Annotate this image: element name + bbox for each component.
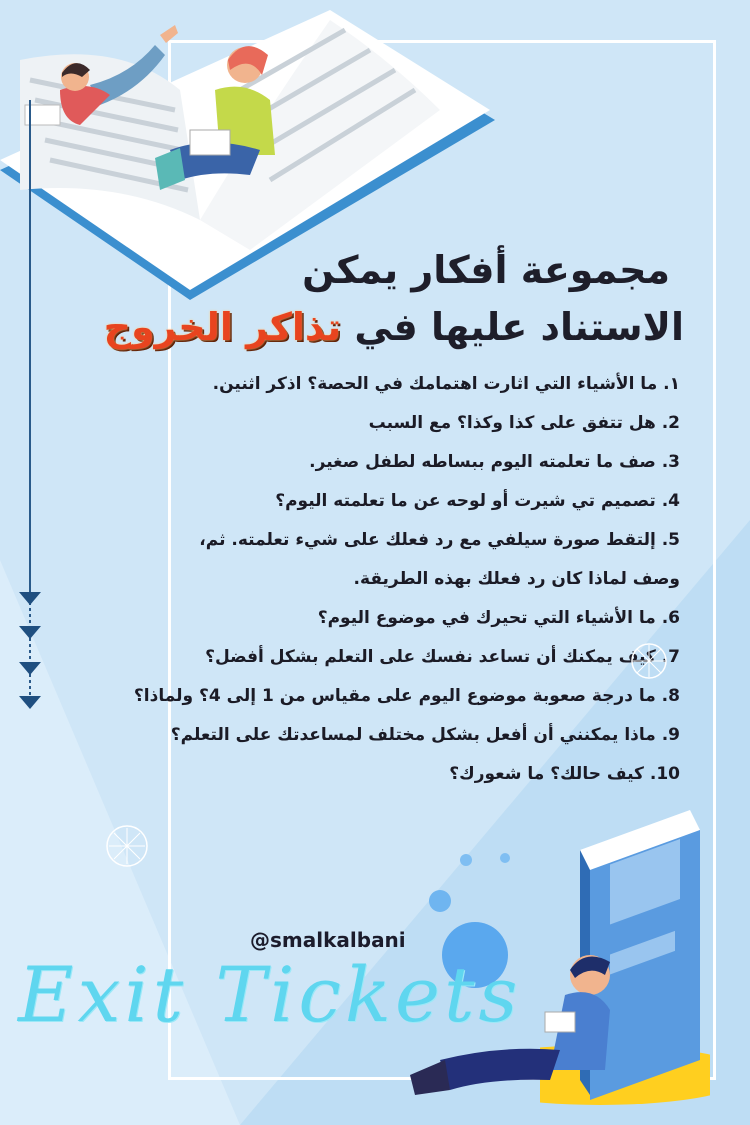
sparkle-ball-icon	[628, 640, 670, 682]
page-title-line1: مجموعة أفكار يمكن	[302, 248, 670, 292]
question-item: وصف لماذا كان رد فعلك بهذه الطريقة.	[353, 569, 680, 589]
question-item: 2. هل تتفق على كذا وكذا؟ مع السبب	[368, 413, 680, 433]
author-handle: @smalkalbani	[250, 928, 406, 952]
footer-title: Exit Tickets	[18, 950, 522, 1039]
questions-list	[80, 365, 680, 794]
question-item: 4. تصميم تي شيرت أو لوحه عن ما تعلمته اليوم؟	[275, 491, 680, 511]
question-item: 3. صف ما تعلمته اليوم ببساطه لطفل صغير.	[309, 452, 680, 472]
page-title-line2	[104, 305, 684, 349]
page-title-highlight: تذاكر الخروج	[103, 305, 342, 349]
question-item: 9. ماذا يمكنني أن أفعل بشكل مختلف لمساعدتك على التعلم؟	[170, 725, 680, 745]
down-arrow-icon	[15, 100, 45, 720]
question-item: ١. ما الأشياء التي اثارت اهتمامك في الحصة؟ اذكر اثنين.	[212, 374, 680, 394]
question-item: 7. كيف يمكنك أن تساعد نفسك على التعلم بشكل أفضل؟	[205, 647, 680, 667]
question-item: 5. إلتقط صورة سيلفي مع رد فعلك على شيء تعلمته. ثم،	[199, 530, 680, 550]
question-item: 10. كيف حالك؟ ما شعورك؟	[449, 764, 680, 784]
reading-woman-illustration	[150, 40, 290, 200]
sparkle-ball-icon	[103, 822, 151, 870]
question-item: 8. ما درجة صعوبة موضوع اليوم على مقياس من 1 إلى 4؟ ولماذا؟	[133, 686, 680, 706]
question-item: 6. ما الأشياء التي تحيرك في موضوع اليوم؟	[317, 608, 680, 628]
page-title-line2-prefix: الاستناد عليها في	[354, 305, 684, 349]
